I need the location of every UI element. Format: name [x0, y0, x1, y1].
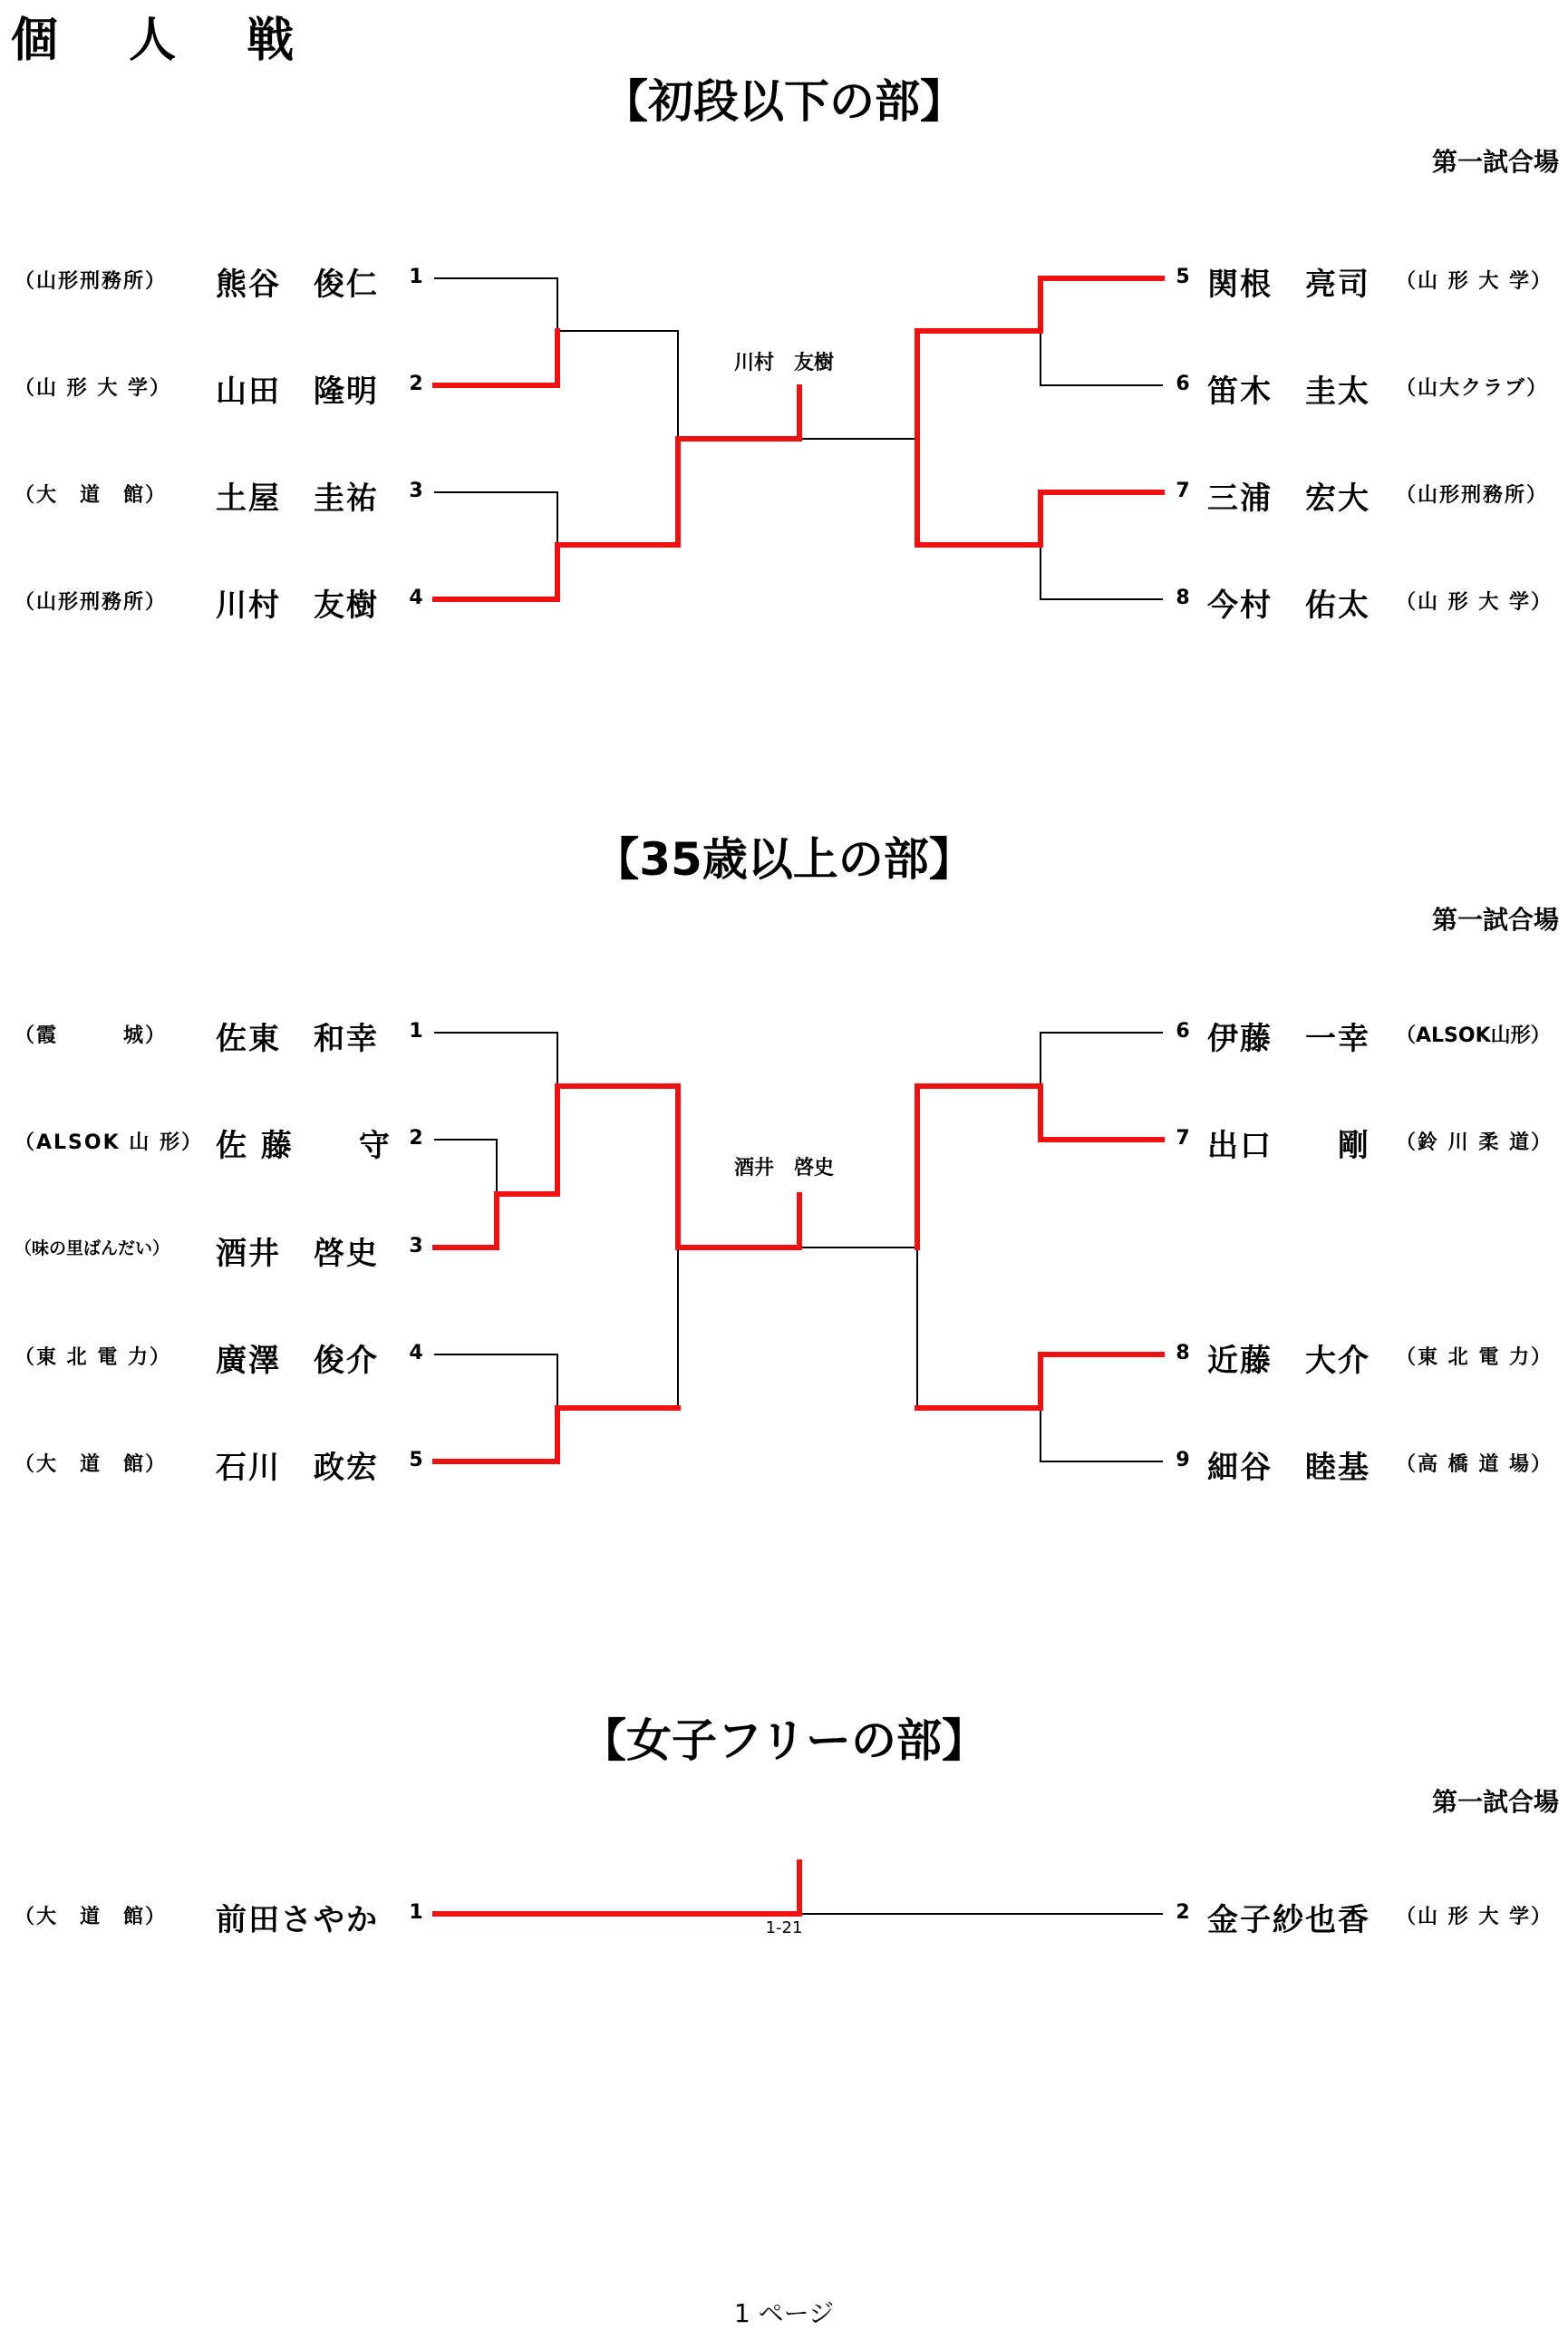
seed-number: 1	[409, 1901, 423, 1924]
winner-path	[435, 1408, 678, 1461]
affiliation-right: （山 形 大 学）	[1396, 1906, 1553, 1928]
affiliation-left: （霞 城）	[15, 1024, 168, 1047]
bracket-line	[1040, 1033, 1162, 1086]
page-number: 1 ページ	[733, 2298, 835, 2328]
seed-number: 5	[1176, 266, 1190, 288]
seed-number: 4	[409, 587, 423, 609]
seed-number: 5	[409, 1449, 423, 1471]
seed-number: 2	[1176, 1901, 1190, 1924]
winner-name: 酒井 啓史	[733, 1157, 834, 1180]
player-name-right: 近藤 大介	[1207, 1343, 1370, 1379]
player-name-left: 熊谷 俊仁	[216, 267, 379, 303]
affiliation-right: （山 形 大 学）	[1396, 270, 1553, 293]
winner-path	[435, 1862, 799, 1914]
winner-path	[435, 1086, 799, 1248]
player-name-right: 細谷 睦基	[1207, 1450, 1370, 1486]
player-name-right: 笛木 圭太	[1207, 374, 1370, 410]
bracket-line	[1040, 331, 1162, 385]
seed-number: 6	[1176, 1020, 1190, 1043]
section-title-3: 【女子フリーの部】	[581, 1714, 987, 1767]
seed-number: 7	[1176, 1127, 1190, 1150]
winner-path	[917, 439, 1162, 545]
bracket-line	[435, 1033, 557, 1086]
winner-path	[917, 1086, 1162, 1248]
page-title: 個 人 戦	[11, 14, 322, 68]
seed-number: 3	[409, 1235, 423, 1257]
affiliation-left: （山形刑務所）	[15, 591, 168, 614]
affiliation-left: （大 道 館）	[15, 1453, 168, 1476]
player-name-right: 今村 佑太	[1207, 587, 1370, 624]
bracket-line	[435, 492, 557, 545]
affiliation-right: （東 北 電 力）	[1396, 1346, 1553, 1369]
affiliation-right: （高 橋 道 場）	[1396, 1453, 1553, 1476]
affiliation-left: （味の里ばんだい）	[15, 1238, 170, 1258]
affiliation-right: （山 形 大 学）	[1396, 591, 1553, 614]
player-name-left: 酒井 啓史	[216, 1236, 379, 1272]
player-name-left: 石川 政宏	[216, 1450, 379, 1486]
affiliation-left: （東 北 電 力）	[15, 1346, 171, 1369]
winner-path	[435, 331, 557, 385]
bracket-line	[1040, 1408, 1162, 1461]
seed-number: 4	[409, 1342, 423, 1364]
seed-number: 2	[409, 373, 423, 395]
player-name-left: 前田さやか	[216, 1902, 379, 1938]
venue-label-1: 第一試合場	[1431, 147, 1559, 177]
seed-number: 2	[409, 1127, 423, 1150]
seed-number: 9	[1176, 1449, 1190, 1471]
bracket-line	[557, 331, 678, 439]
bracket-line	[435, 278, 557, 331]
player-name-left: 廣澤 俊介	[216, 1343, 379, 1379]
affiliation-right: （ALSOK山形）	[1396, 1024, 1551, 1047]
player-name-right: 金子紗也香	[1207, 1902, 1370, 1938]
player-name-right: 関根 亮司	[1207, 267, 1370, 303]
player-name-left: 山田 隆明	[216, 374, 379, 410]
match-score: 1-21	[765, 1918, 803, 1937]
player-name-left: 佐東 和幸	[216, 1021, 379, 1057]
affiliation-left: （山 形 大 学）	[15, 377, 171, 400]
affiliation-right: （山大クラブ）	[1396, 377, 1549, 400]
bracket-line	[1040, 545, 1162, 599]
affiliation-left: （大 道 館）	[15, 1906, 168, 1928]
bracket-line	[435, 1140, 497, 1194]
section-title-2: 【35歳以上の部】	[594, 833, 974, 886]
player-name-right: 伊藤 一幸	[1207, 1021, 1370, 1057]
player-name-left: 川村 友樹	[216, 587, 379, 624]
seed-number: 1	[409, 1020, 423, 1043]
affiliation-right: （鈴 川 柔 道）	[1396, 1131, 1553, 1154]
seed-number: 8	[1176, 1342, 1190, 1364]
player-name-left: 土屋 圭祐	[216, 481, 379, 517]
venue-label-3: 第一試合場	[1431, 1787, 1559, 1817]
seed-number: 3	[409, 480, 423, 502]
seed-number: 6	[1176, 373, 1190, 395]
seed-number: 7	[1176, 480, 1190, 502]
player-name-right: 出口 剛	[1207, 1128, 1370, 1164]
player-name-right: 三浦 宏大	[1207, 481, 1370, 517]
winner-path	[917, 1354, 1162, 1408]
affiliation-left: （山形刑務所）	[15, 270, 168, 293]
player-name-left: 佐 藤 守	[216, 1128, 392, 1164]
section-title-1: 【初段以下の部】	[603, 75, 965, 128]
winner-name: 川村 友樹	[733, 352, 834, 374]
affiliation-right: （山形刑務所）	[1396, 484, 1549, 507]
seed-number: 1	[409, 266, 423, 288]
seed-number: 8	[1176, 587, 1190, 609]
affiliation-left: （大 道 館）	[15, 484, 168, 507]
venue-label-2: 第一試合場	[1431, 905, 1559, 935]
affiliation-left: （ALSOK 山 形）	[15, 1131, 203, 1154]
bracket-line	[435, 1354, 557, 1408]
